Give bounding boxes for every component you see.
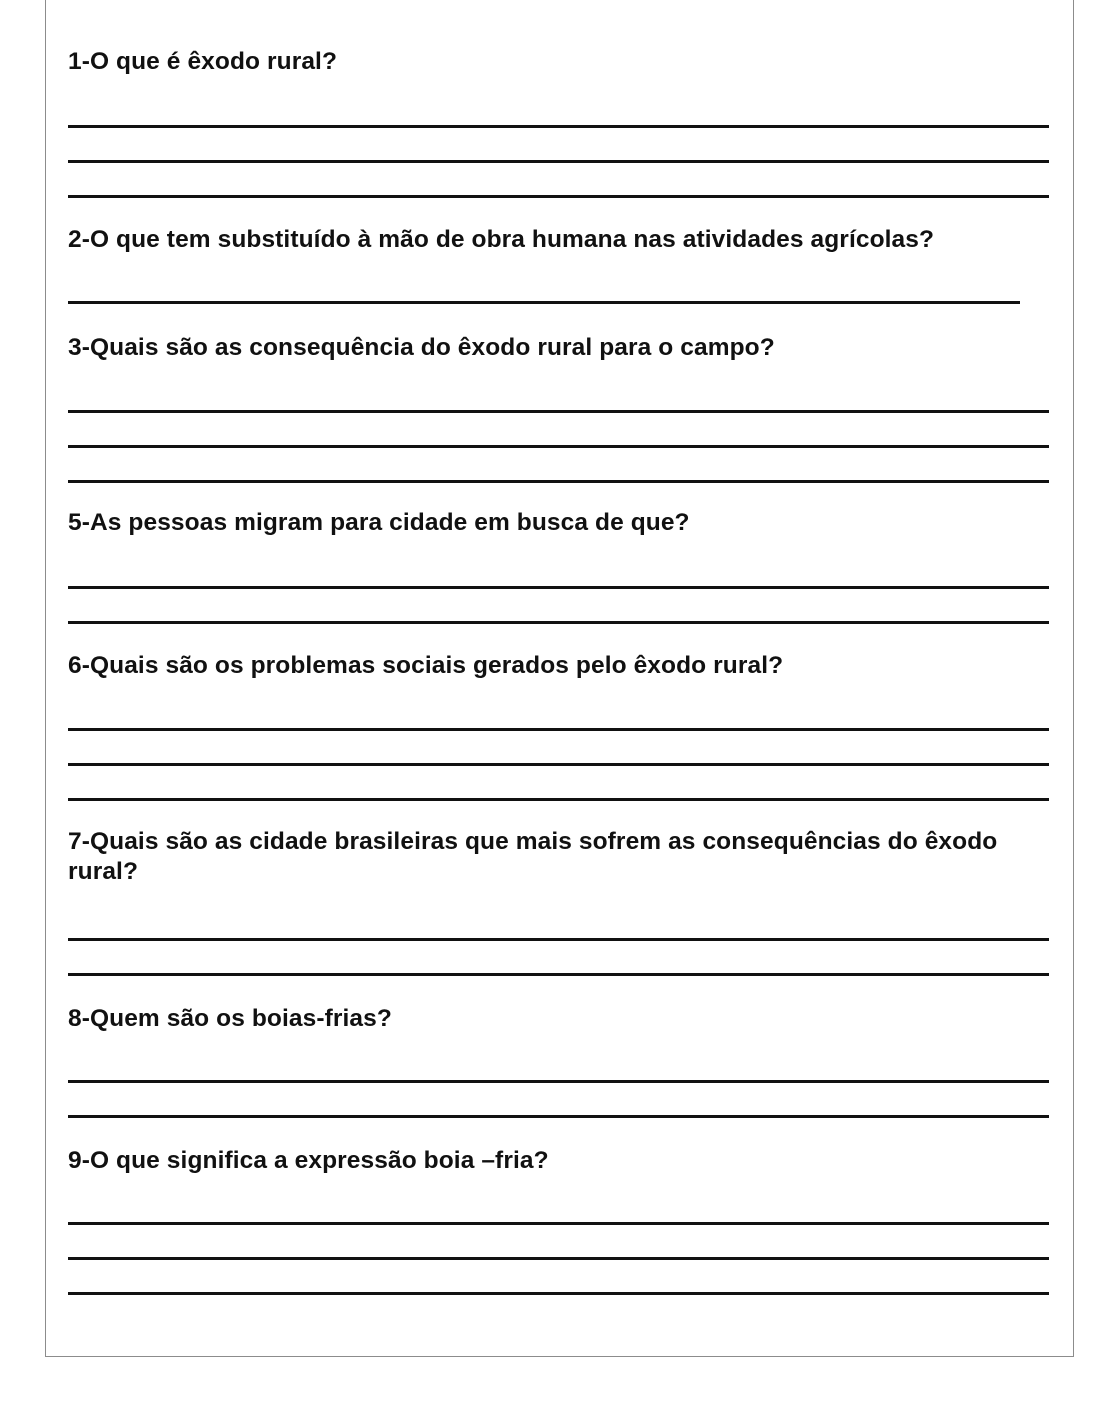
question-5: 5-As pessoas migram para cidade em busca de que? (68, 509, 690, 536)
question-9: 9-O que significa a expressão boia –fria? (68, 1147, 549, 1174)
answer-line-8b (68, 1115, 1049, 1118)
answer-line-5a (68, 586, 1049, 589)
answer-line-6b (68, 763, 1049, 766)
answer-line-8a (68, 1080, 1049, 1083)
answer-line-7b (68, 973, 1049, 976)
question-1: 1-O que é êxodo rural? (68, 48, 338, 75)
answer-line-1c (68, 195, 1049, 198)
answer-line-9a (68, 1222, 1049, 1225)
question-8: 8-Quem são os boias-frias? (68, 1005, 392, 1032)
answer-line-1a (68, 125, 1049, 128)
answer-line-3b (68, 445, 1049, 448)
answer-line-2a (68, 301, 1020, 304)
question-6: 6-Quais são os problemas sociais gerados pelo êxodo rural? (68, 652, 784, 679)
answer-line-9c (68, 1292, 1049, 1295)
question-2: 2-O que tem substituído à mão de obra humana nas atividades agrícolas? (68, 226, 935, 253)
answer-line-3a (68, 410, 1049, 413)
answer-line-5b (68, 621, 1049, 624)
question-3: 3-Quais são as consequência do êxodo rural para o campo? (68, 334, 775, 361)
answer-line-3c (68, 480, 1049, 483)
answer-line-7a (68, 938, 1049, 941)
answer-line-1b (68, 160, 1049, 163)
question-7: 7-Quais são as cidade brasileiras que mais sofrem as consequências do êxodo rural? (68, 828, 998, 885)
answer-line-6a (68, 728, 1049, 731)
answer-line-6c (68, 798, 1049, 801)
answer-line-9b (68, 1257, 1049, 1260)
